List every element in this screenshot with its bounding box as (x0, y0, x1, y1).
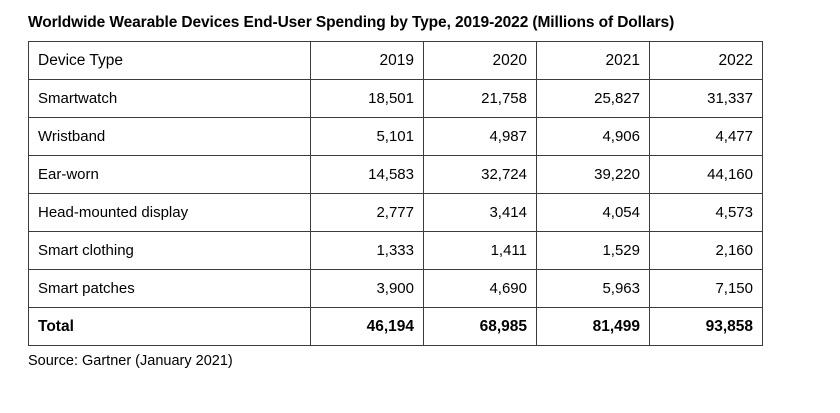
row-label-total: Total (29, 308, 311, 346)
table-row (29, 156, 763, 194)
total-2019: 46,194 (311, 308, 424, 346)
cell-2019: 5,101 (311, 118, 424, 156)
cell-2019: 2,777 (311, 194, 424, 232)
table-row (29, 232, 763, 270)
total-2021: 81,499 (537, 308, 650, 346)
table-row (29, 80, 763, 118)
cell-2020: 21,758 (424, 80, 537, 118)
cell-2021: 4,054 (537, 194, 650, 232)
cell-2019: 14,583 (311, 156, 424, 194)
column-header-device-type: Device Type (29, 42, 311, 80)
cell-2022: 7,150 (650, 270, 763, 308)
cell-2019: 3,900 (311, 270, 424, 308)
source-note: Source: Gartner (January 2021) (28, 353, 233, 369)
cell-2020: 32,724 (424, 156, 537, 194)
cell-2022: 2,160 (650, 232, 763, 270)
cell-2021: 4,906 (537, 118, 650, 156)
table-body (29, 80, 763, 346)
row-label: Smart patches (29, 270, 311, 308)
cell-2019: 1,333 (311, 232, 424, 270)
table-header-row (29, 42, 763, 80)
cell-2020: 4,987 (424, 118, 537, 156)
page-title: Worldwide Wearable Devices End-User Spending by Type, 2019-2022 (Millions of Dollars) (28, 14, 675, 31)
row-label: Smartwatch (29, 80, 311, 118)
cell-2020: 1,411 (424, 232, 537, 270)
column-header-2020: 2020 (424, 42, 537, 80)
table-row-total (29, 308, 763, 346)
cell-2022: 4,477 (650, 118, 763, 156)
cell-2021: 39,220 (537, 156, 650, 194)
column-header-2022: 2022 (650, 42, 763, 80)
cell-2022: 44,160 (650, 156, 763, 194)
row-label: Smart clothing (29, 232, 311, 270)
table-row (29, 118, 763, 156)
cell-2022: 31,337 (650, 80, 763, 118)
cell-2021: 1,529 (537, 232, 650, 270)
cell-2020: 3,414 (424, 194, 537, 232)
total-2020: 68,985 (424, 308, 537, 346)
wearables-spending-table (28, 41, 763, 346)
cell-2020: 4,690 (424, 270, 537, 308)
row-label: Wristband (29, 118, 311, 156)
cell-2021: 25,827 (537, 80, 650, 118)
table-row (29, 194, 763, 232)
cell-2019: 18,501 (311, 80, 424, 118)
row-label: Ear-worn (29, 156, 311, 194)
column-header-2021: 2021 (537, 42, 650, 80)
column-header-2019: 2019 (311, 42, 424, 80)
cell-2021: 5,963 (537, 270, 650, 308)
table-row (29, 270, 763, 308)
row-label: Head-mounted display (29, 194, 311, 232)
cell-2022: 4,573 (650, 194, 763, 232)
table-header (29, 42, 763, 80)
total-2022: 93,858 (650, 308, 763, 346)
